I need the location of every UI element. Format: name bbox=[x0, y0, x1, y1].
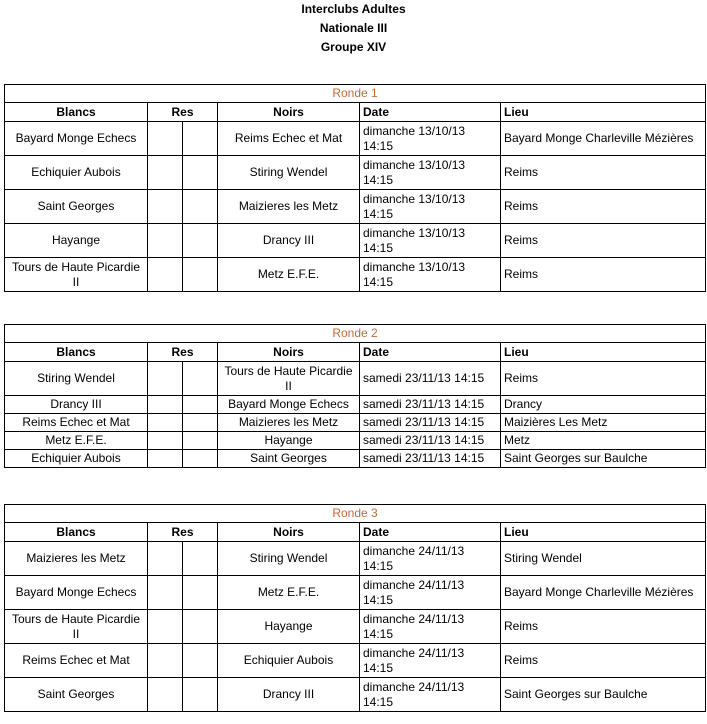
team-blancs: Echiquier Aubois bbox=[5, 156, 148, 190]
score-blancs bbox=[148, 414, 183, 432]
score-blancs bbox=[148, 450, 183, 468]
score-blancs bbox=[148, 362, 183, 396]
score-noirs bbox=[183, 450, 218, 468]
column-header-date: Date bbox=[360, 523, 501, 542]
score-blancs bbox=[148, 644, 183, 678]
score-noirs bbox=[183, 122, 218, 156]
match-date: dimanche 24/11/13 14:15 bbox=[360, 610, 501, 644]
table-row bbox=[5, 678, 706, 712]
team-noirs: Hayange bbox=[218, 610, 360, 644]
team-blancs: Bayard Monge Echecs bbox=[5, 122, 148, 156]
column-header-res: Res bbox=[148, 523, 218, 542]
match-lieu: Reims bbox=[501, 362, 706, 396]
column-header-blancs: Blancs bbox=[5, 103, 148, 122]
match-lieu: Stiring Wendel bbox=[501, 542, 706, 576]
team-noirs: Hayange bbox=[218, 432, 360, 450]
team-noirs: Drancy III bbox=[218, 224, 360, 258]
team-blancs: Reims Echec et Mat bbox=[5, 414, 148, 432]
table-row bbox=[5, 190, 706, 224]
team-noirs: Drancy III bbox=[218, 678, 360, 712]
score-blancs bbox=[148, 396, 183, 414]
team-noirs: Tours de Haute Picardie II bbox=[218, 362, 360, 396]
score-noirs bbox=[183, 224, 218, 258]
team-noirs: Maizieres les Metz bbox=[218, 190, 360, 224]
ronde-title: Ronde 1 bbox=[5, 85, 706, 103]
table-row bbox=[5, 396, 706, 414]
score-noirs bbox=[183, 542, 218, 576]
score-blancs bbox=[148, 576, 183, 610]
header-division: Nationale III bbox=[319, 21, 388, 35]
match-lieu: Drancy bbox=[501, 396, 706, 414]
match-lieu: Reims bbox=[501, 258, 706, 292]
score-blancs bbox=[148, 156, 183, 190]
team-blancs: Maizieres les Metz bbox=[5, 542, 148, 576]
team-blancs: Tours de Haute Picardie II bbox=[5, 610, 148, 644]
column-header-noirs: Noirs bbox=[218, 523, 360, 542]
match-date: dimanche 24/11/13 14:15 bbox=[360, 576, 501, 610]
column-header-blancs: Blancs bbox=[5, 523, 148, 542]
team-blancs: Reims Echec et Mat bbox=[5, 644, 148, 678]
match-lieu: Reims bbox=[501, 156, 706, 190]
team-noirs: Maizieres les Metz bbox=[218, 414, 360, 432]
score-blancs bbox=[148, 224, 183, 258]
match-date: dimanche 13/10/13 14:15 bbox=[360, 190, 501, 224]
score-noirs bbox=[183, 396, 218, 414]
match-lieu: Bayard Monge Charleville Mézières bbox=[501, 576, 706, 610]
ronde-title: Ronde 3 bbox=[5, 505, 706, 523]
column-header-noirs: Noirs bbox=[218, 343, 360, 362]
score-blancs bbox=[148, 610, 183, 644]
match-lieu: Bayard Monge Charleville Mézières bbox=[501, 122, 706, 156]
score-noirs bbox=[183, 258, 218, 292]
match-date: dimanche 13/10/13 14:15 bbox=[360, 224, 501, 258]
table-row bbox=[5, 542, 706, 576]
score-blancs bbox=[148, 432, 183, 450]
table-row bbox=[5, 362, 706, 396]
match-date: samedi 23/11/13 14:15 bbox=[360, 362, 501, 396]
score-noirs bbox=[183, 190, 218, 224]
header-title: Interclubs Adultes bbox=[301, 2, 406, 16]
column-header-blancs: Blancs bbox=[5, 343, 148, 362]
team-noirs: Echiquier Aubois bbox=[218, 644, 360, 678]
team-noirs: Metz E.F.E. bbox=[218, 258, 360, 292]
match-date: dimanche 24/11/13 14:15 bbox=[360, 678, 501, 712]
match-lieu: Reims bbox=[501, 224, 706, 258]
table-row bbox=[5, 224, 706, 258]
team-blancs: Drancy III bbox=[5, 396, 148, 414]
team-noirs: Bayard Monge Echecs bbox=[218, 396, 360, 414]
score-blancs bbox=[148, 678, 183, 712]
team-blancs: Hayange bbox=[5, 224, 148, 258]
match-date: dimanche 24/11/13 14:15 bbox=[360, 542, 501, 576]
column-header-date: Date bbox=[360, 103, 501, 122]
score-blancs bbox=[148, 190, 183, 224]
column-header-lieu: Lieu bbox=[501, 343, 706, 362]
table-row bbox=[5, 610, 706, 644]
page-header bbox=[0, 0, 707, 57]
score-noirs bbox=[183, 362, 218, 396]
team-blancs: Metz E.F.E. bbox=[5, 432, 148, 450]
match-date: samedi 23/11/13 14:15 bbox=[360, 396, 501, 414]
match-date: samedi 23/11/13 14:15 bbox=[360, 414, 501, 432]
column-header-lieu: Lieu bbox=[501, 523, 706, 542]
team-blancs: Saint Georges bbox=[5, 678, 148, 712]
team-blancs: Saint Georges bbox=[5, 190, 148, 224]
team-noirs: Reims Echec et Mat bbox=[218, 122, 360, 156]
column-header-date: Date bbox=[360, 343, 501, 362]
table-row bbox=[5, 414, 706, 432]
team-blancs: Tours de Haute Picardie II bbox=[5, 258, 148, 292]
team-blancs: Bayard Monge Echecs bbox=[5, 576, 148, 610]
match-lieu: Reims bbox=[501, 644, 706, 678]
column-header-noirs: Noirs bbox=[218, 103, 360, 122]
ronde-table-3 bbox=[4, 504, 706, 712]
match-lieu: Saint Georges sur Baulche bbox=[501, 678, 706, 712]
table-row bbox=[5, 644, 706, 678]
table-row bbox=[5, 432, 706, 450]
column-header-lieu: Lieu bbox=[501, 103, 706, 122]
match-date: dimanche 24/11/13 14:15 bbox=[360, 644, 501, 678]
team-noirs: Metz E.F.E. bbox=[218, 576, 360, 610]
column-header-res: Res bbox=[148, 343, 218, 362]
team-noirs: Stiring Wendel bbox=[218, 542, 360, 576]
team-noirs: Stiring Wendel bbox=[218, 156, 360, 190]
match-date: dimanche 13/10/13 14:15 bbox=[360, 156, 501, 190]
score-blancs bbox=[148, 258, 183, 292]
score-noirs bbox=[183, 414, 218, 432]
table-row bbox=[5, 258, 706, 292]
score-noirs bbox=[183, 610, 218, 644]
match-date: dimanche 13/10/13 14:15 bbox=[360, 122, 501, 156]
score-noirs bbox=[183, 644, 218, 678]
match-lieu: Reims bbox=[501, 610, 706, 644]
table-row bbox=[5, 122, 706, 156]
match-lieu: Saint Georges sur Baulche bbox=[501, 450, 706, 468]
team-noirs: Saint Georges bbox=[218, 450, 360, 468]
team-blancs: Echiquier Aubois bbox=[5, 450, 148, 468]
score-noirs bbox=[183, 678, 218, 712]
score-blancs bbox=[148, 122, 183, 156]
ronde-title: Ronde 2 bbox=[5, 325, 706, 343]
table-row bbox=[5, 576, 706, 610]
score-noirs bbox=[183, 156, 218, 190]
score-blancs bbox=[148, 542, 183, 576]
match-lieu: Metz bbox=[501, 432, 706, 450]
match-lieu: Reims bbox=[501, 190, 706, 224]
header-group: Groupe XIV bbox=[320, 40, 387, 54]
score-noirs bbox=[183, 576, 218, 610]
team-blancs: Stiring Wendel bbox=[5, 362, 148, 396]
match-date: samedi 23/11/13 14:15 bbox=[360, 450, 501, 468]
score-noirs bbox=[183, 432, 218, 450]
column-header-res: Res bbox=[148, 103, 218, 122]
match-date: dimanche 13/10/13 14:15 bbox=[360, 258, 501, 292]
ronde-table-1 bbox=[4, 84, 706, 292]
match-lieu: Maizières Les Metz bbox=[501, 414, 706, 432]
match-date: samedi 23/11/13 14:15 bbox=[360, 432, 501, 450]
table-row bbox=[5, 450, 706, 468]
table-row bbox=[5, 156, 706, 190]
ronde-table-2 bbox=[4, 324, 706, 468]
